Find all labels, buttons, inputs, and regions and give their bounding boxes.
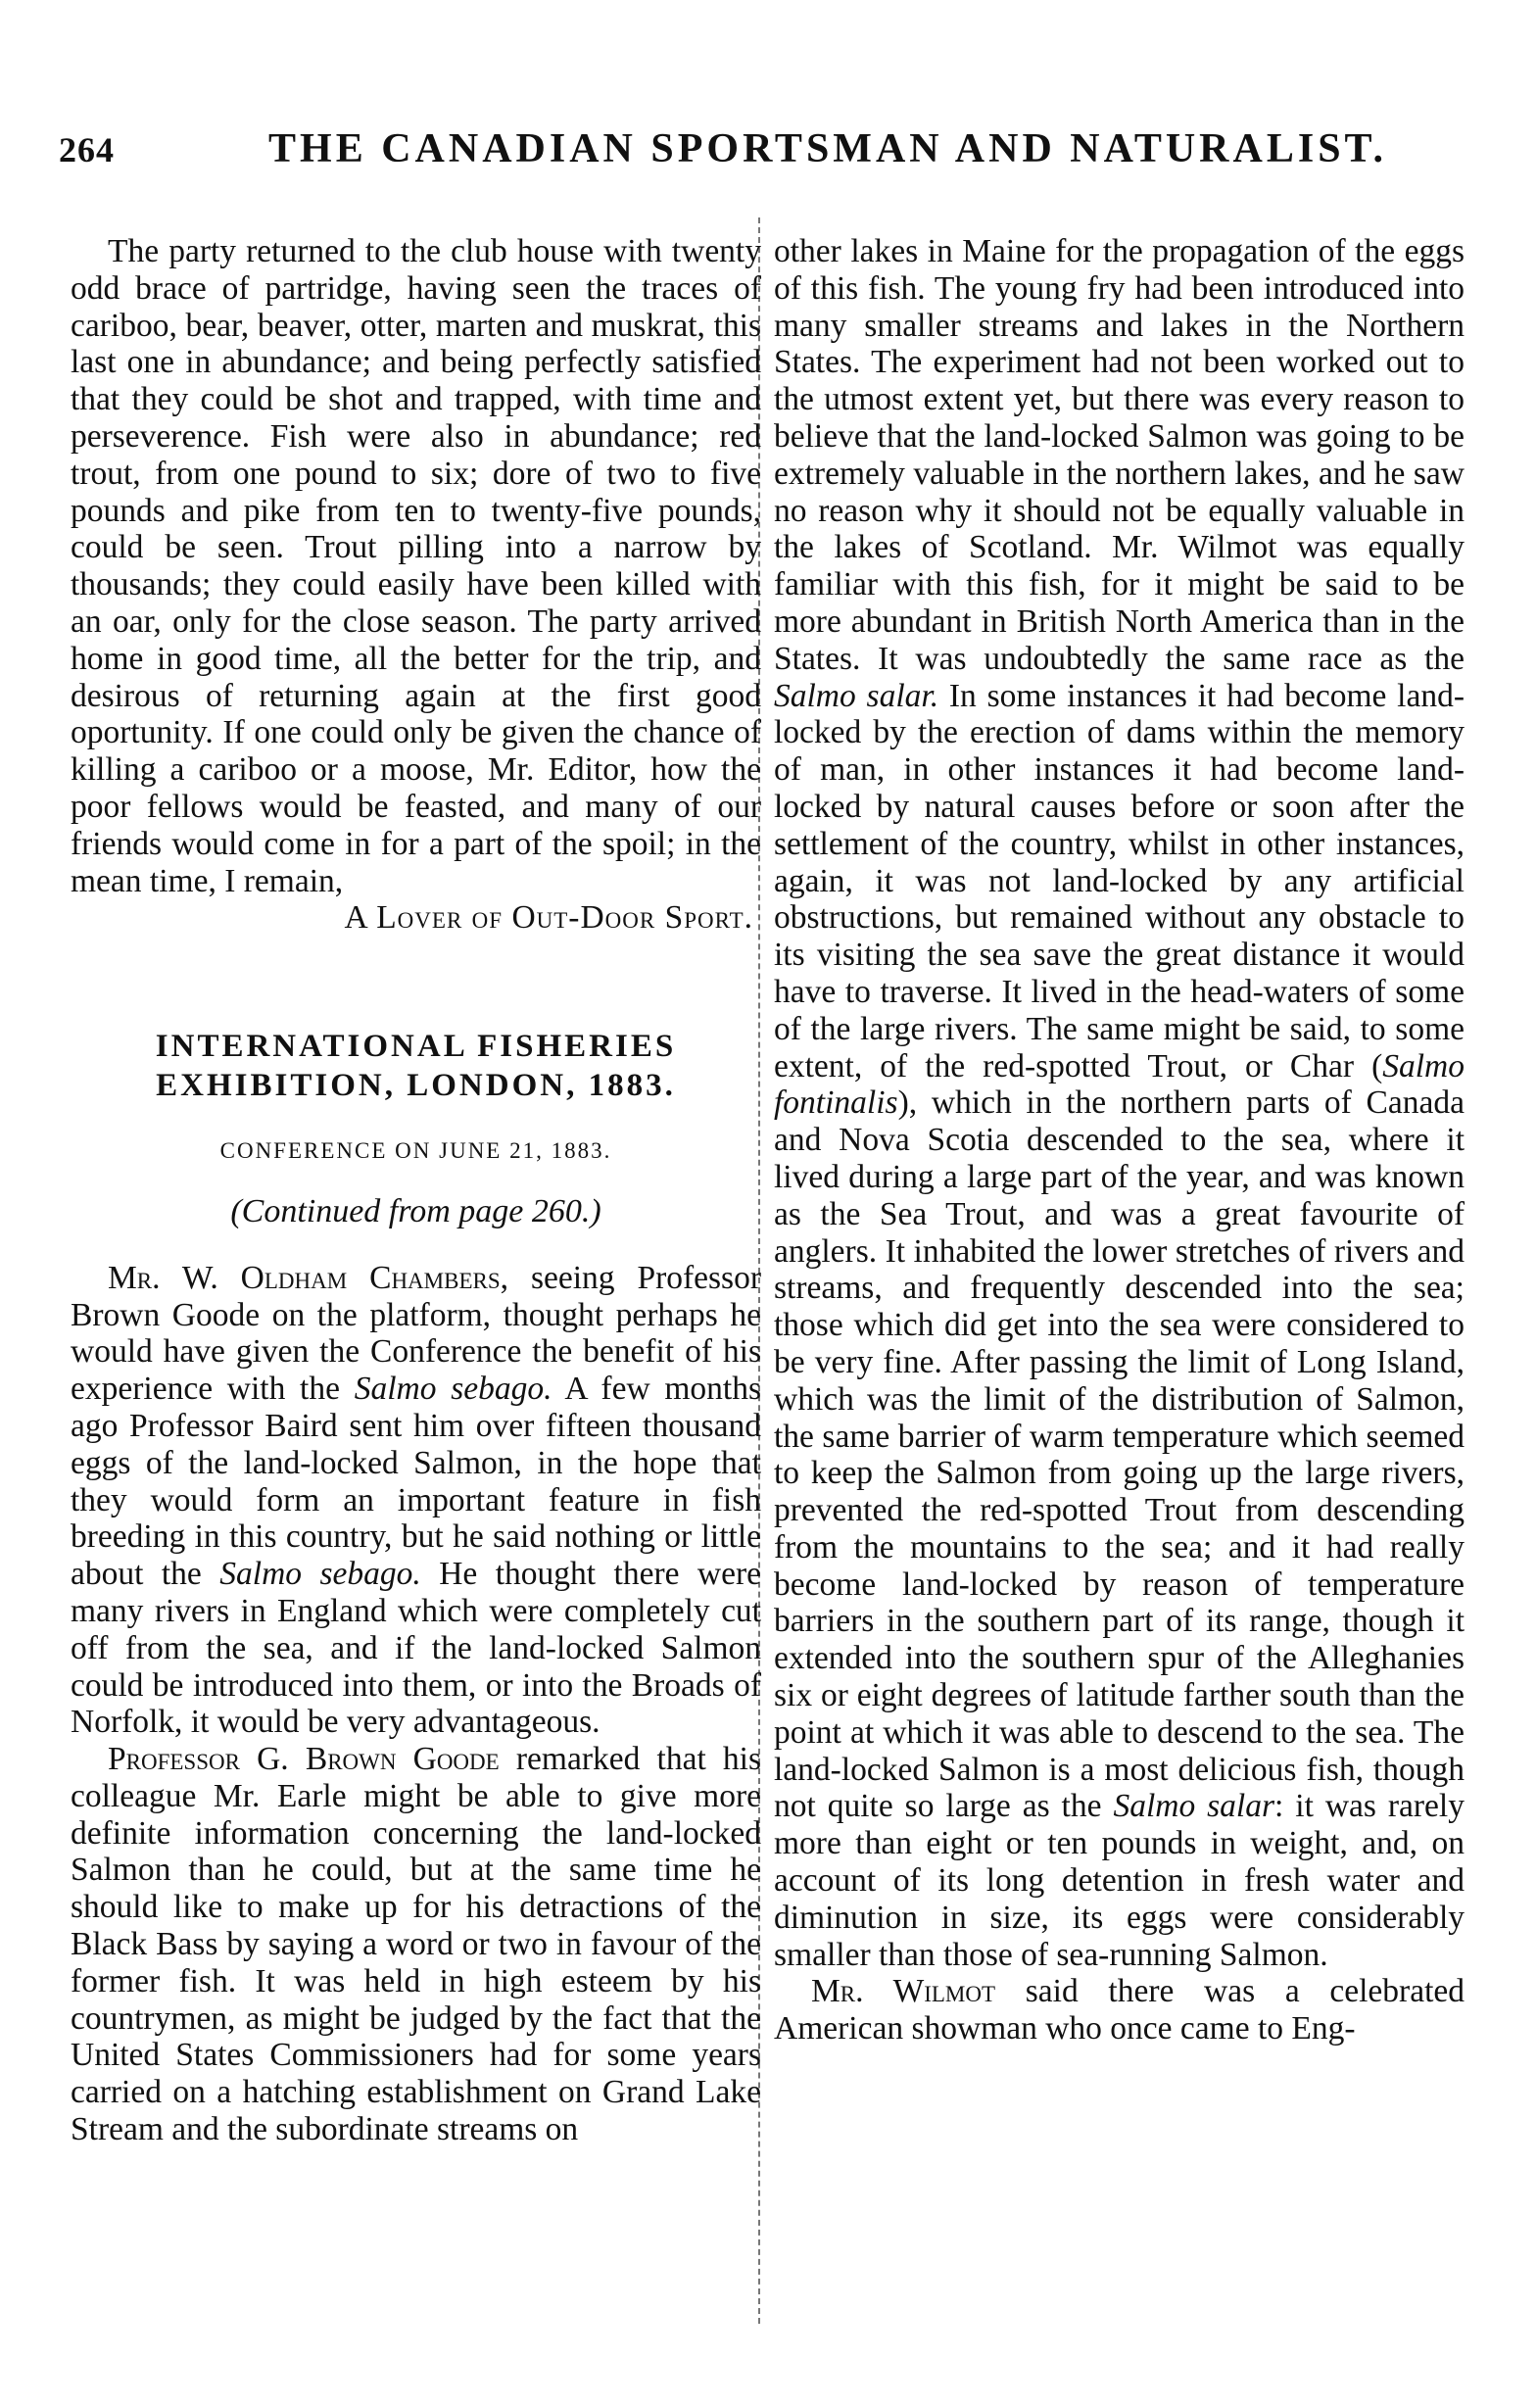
paragraph-text: : it was rarely more than eight or ten pounds in weight, and, on account of its long detention in fresh water and diminution in size, its eggs were considerably smaller than those of sea-running Salmon. <box>774 1788 1465 1973</box>
paragraph-text: He thought there were many rivers in England which were completely cut off from the sea, and if the land-locked Salmon could be introduced into them, or into the Broads of Norfolk, it would be very advantageous. <box>71 1556 762 1741</box>
paragraph-text: other lakes in Maine for the propagation of the eggs of this fish. The young fry had been introduced into many smaller streams and lakes in the Northern States. The experiment had not been worked out to the utmost extent yet, but there was every reason to believe that the land-locked Salmon was going to be extremely valuable in the northern lakes, and he saw no reason why it should not be equally valuable in the lakes of Scotland. Mr. Wilmot was equally familiar with this fish, for it might be said to be more abundant in British North America than in the States. It was undoubtedly the same race as the <box>774 233 1465 677</box>
paragraph-text: ), which in the northern parts of Canada and Nova Scotia descended to the sea, where it lived during a large part of the year, and was known as the Sea Trout, and was a great favourite of anglers. It inhabited the lower stretches of rivers and streams, and frequently descended into the sea; those which did get into the sea were considered to be very fine. After passing the limit of Long Island, which was the limit of the distribution of Salmon, the same barrier of warm temperature which seemed to keep the Salmon from going up the large rivers, prevented the red-spotted Trout from descending from the mountains to the sea; and it had really become land-locked by reason of temperature barriers in the southern part of its range, though it extended into the southern spur of the Alleghanies six or eight degrees of latitude farther south than the point at which it was able to descend to the sea. The land-locked Salmon is a most delicious fish, though not quite so large as the <box>774 1084 1465 1825</box>
right-column <box>774 233 1465 2320</box>
continued-note: (Continued from page 260.) <box>230 1192 601 1229</box>
article-paragraph <box>71 1741 761 2148</box>
article-paragraph <box>774 233 1465 1973</box>
section-title: INTERNATIONAL FISHERIES EXHIBITION, LONDON, 1883. <box>155 1029 677 1104</box>
species-name: Salmo fontinalis <box>774 1047 1465 1122</box>
speaker-name: Mr. Wilmot <box>811 1973 996 2010</box>
paragraph-text: A few months ago Professor Baird sent him over fifteen thousand eggs of the land-locked Salmon, in the hope that they would form an important feature in fish breeding in this country, but he said nothing or little about the <box>71 1371 762 1593</box>
species-name: Salmo salar. <box>774 677 939 714</box>
page-header <box>59 125 1479 184</box>
speaker-name: Professor G. Brown Goode <box>108 1741 500 1778</box>
species-name: Salmo sebago. <box>354 1371 552 1408</box>
paragraph-text: In some instances it had become land-locked by the erection of dams within the memory of man, in other instances it had become land-locked by natural causes before or soon after the settlement of the country, whilst in other instances, again, it was not land-locked by any artificial obstructions, but remained without any obstacle to its visiting the sea save the great distance it would have to traverse. It lived in the head-waters of some of the large rivers. The same might be said, to some extent, of the red-spotted Trout, or Char ( <box>774 677 1465 1084</box>
paragraph-text: said there was a celebrated American showman who once came to Eng- <box>774 1973 1465 2047</box>
article-paragraph <box>774 1973 1465 2047</box>
article-paragraph: The party returned to the club house with twenty odd brace of partridge, having seen the traces of cariboo, bear, beaver, otter, marten and muskrat, this last one in abundance; and being perfectly satisfied that they could be shot and trapped, with time and perseverence. Fish were also in abundance; red trout, from one pound to six; dore of two to five pounds and pike from ten to twenty-five pounds, could be seen. Trout pilling into a narrow by thousands; they could easily have been killed with an oar, only for the close season. The party arrived home in good time, all the better for the trip, and desirous of returning again at the first good oportunity. If one could only be given the chance of killing a cariboo or a moose, Mr. Editor, how the poor fellows would be feasted, and many of our friends would come in for a part of the spoil; in the mean time, I remain, <box>71 233 761 899</box>
left-column <box>71 233 761 2320</box>
page-number: 264 <box>59 130 115 169</box>
paragraph-text: seeing Professor Brown Goode on the platform, thought perhaps he would have given the Conference the benefit of his experience with the <box>71 1259 761 1408</box>
conference-subtitle: CONFERENCE ON JUNE 21, 1883. <box>219 1138 612 1164</box>
speaker-name: Mr. W. Oldham Chambers, <box>108 1259 509 1296</box>
running-title: THE CANADIAN SPORTSMAN AND NATURALIST. <box>268 126 1387 171</box>
paragraph-text: remarked that his colleague Mr. Earle might be able to give more definite information concerning the land-locked Salmon than he could, but at the same time he should like to make up for his detractions of the Black Bass by saying a word or two in favour of the former fish. It was held in high esteem by his countrymen, as might be judged by the fact that the United States Commissioners had for some years carried on a hatching establishment on Grand Lake Stream and the subordinate streams on <box>71 1741 762 2148</box>
article-paragraph <box>71 1260 761 1741</box>
species-name: Salmo salar <box>1113 1788 1275 1825</box>
species-name: Salmo sebago. <box>219 1556 421 1593</box>
letter-signature: A Lover of Out-Door Sport. <box>344 899 753 937</box>
